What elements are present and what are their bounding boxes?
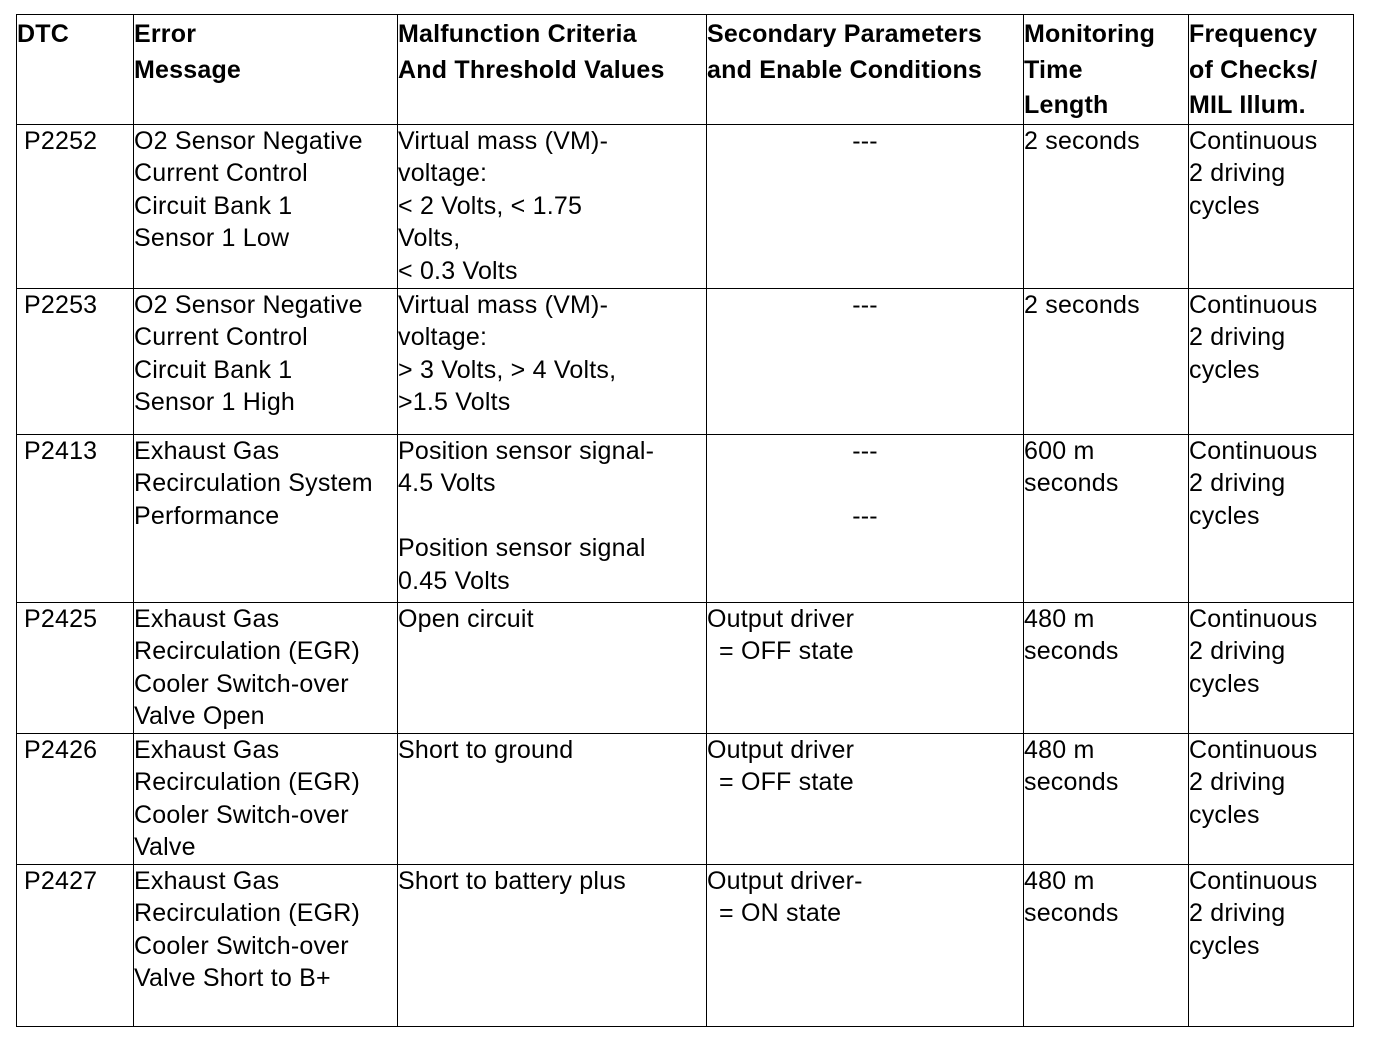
- monitoring-time: 480 m seconds: [1024, 602, 1189, 733]
- error-message: Exhaust Gas Recirculation (EGR) Cooler Switch-over Valve: [134, 733, 398, 864]
- table-row: [17, 864, 1354, 1026]
- error-message: Exhaust Gas Recirculation (EGR) Cooler Switch-over Valve Open: [134, 602, 398, 733]
- header-secondary-parameters: Secondary Parameters and Enable Conditions: [707, 15, 1024, 125]
- dtc-table: [16, 14, 1354, 1027]
- frequency: Continuous 2 driving cycles: [1189, 864, 1354, 1026]
- error-message: O2 Sensor Negative Current Control Circuit Bank 1 Sensor 1 Low: [134, 124, 398, 288]
- error-message: O2 Sensor Negative Current Control Circuit Bank 1 Sensor 1 High: [134, 288, 398, 434]
- frequency: Continuous 2 driving cycles: [1189, 434, 1354, 602]
- dtc-code: P2426: [17, 733, 134, 864]
- secondary-parameters: ---: [707, 288, 1024, 434]
- malfunction-criteria: Virtual mass (VM)- voltage: < 2 Volts, < 1.75 Volts, < 0.3 Volts: [398, 124, 707, 288]
- monitoring-time: 480 m seconds: [1024, 733, 1189, 864]
- table-row: [17, 602, 1354, 733]
- header-malfunction-criteria: Malfunction Criteria And Threshold Values: [398, 15, 707, 125]
- frequency: Continuous 2 driving cycles: [1189, 733, 1354, 864]
- dtc-code: P2425: [17, 602, 134, 733]
- malfunction-criteria: Open circuit: [398, 602, 707, 733]
- secondary-parameters: Output driver = OFF state: [707, 602, 1024, 733]
- malfunction-criteria: Short to ground: [398, 733, 707, 864]
- secondary-parameters: ---: [707, 124, 1024, 288]
- header-dtc: DTC: [17, 15, 134, 125]
- monitoring-time: 600 m seconds: [1024, 434, 1189, 602]
- header-row: [17, 15, 1354, 125]
- monitoring-time: 2 seconds: [1024, 124, 1189, 288]
- table-row: [17, 733, 1354, 864]
- monitoring-time: 480 m seconds: [1024, 864, 1189, 1026]
- dtc-code: P2427: [17, 864, 134, 1026]
- dtc-code: P2413: [17, 434, 134, 602]
- dtc-code: P2252: [17, 124, 134, 288]
- malfunction-criteria: Short to battery plus: [398, 864, 707, 1026]
- spacer: [707, 467, 1023, 500]
- monitoring-time: 2 seconds: [1024, 288, 1189, 434]
- spacer: [398, 500, 706, 533]
- error-message: Exhaust Gas Recirculation System Performance: [134, 434, 398, 602]
- table-row: [17, 124, 1354, 288]
- error-message: Exhaust Gas Recirculation (EGR) Cooler Switch-over Valve Short to B+: [134, 864, 398, 1026]
- frequency: Continuous 2 driving cycles: [1189, 124, 1354, 288]
- secondary-parameters: --- ---: [707, 434, 1024, 602]
- table-row: [17, 434, 1354, 602]
- frequency: Continuous 2 driving cycles: [1189, 288, 1354, 434]
- frequency: Continuous 2 driving cycles: [1189, 602, 1354, 733]
- malfunction-criteria: Position sensor signal- 4.5 Volts Position sensor signal 0.45 Volts: [398, 434, 707, 602]
- malfunction-criteria: Virtual mass (VM)- voltage: > 3 Volts, > 4 Volts, >1.5 Volts: [398, 288, 707, 434]
- header-monitoring-time: Monitoring Time Length: [1024, 15, 1189, 125]
- secondary-parameters: Output driver = OFF state: [707, 733, 1024, 864]
- header-frequency: Frequency of Checks/ MIL Illum.: [1189, 15, 1354, 125]
- dtc-code: P2253: [17, 288, 134, 434]
- header-error-message: Error Message: [134, 15, 398, 125]
- secondary-parameters: Output driver- = ON state: [707, 864, 1024, 1026]
- table-row: [17, 288, 1354, 434]
